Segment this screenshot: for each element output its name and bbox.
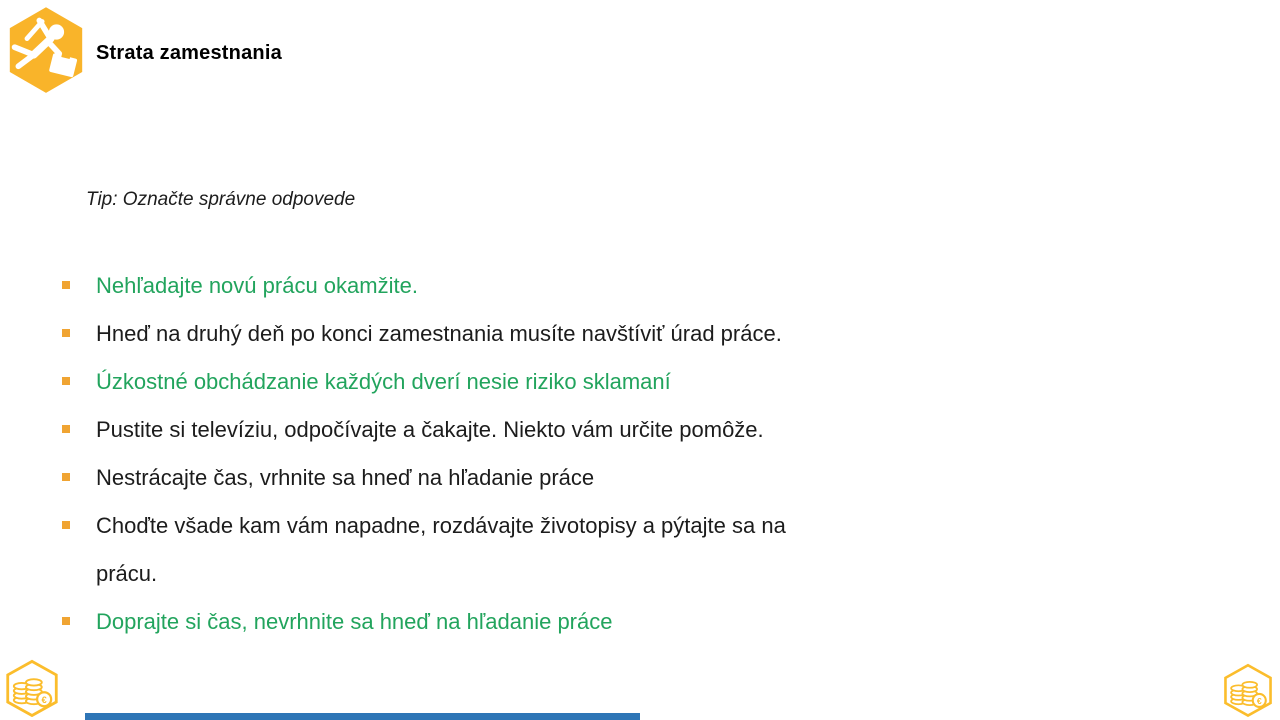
bullet-square-icon	[62, 377, 70, 385]
bullet-square-icon	[62, 473, 70, 481]
answer-text: Hneď na druhý deň po konci zamestnania musíte navštíviť úrad práce.	[96, 321, 782, 346]
answer-list	[62, 262, 882, 646]
list-item	[62, 454, 882, 502]
answer-text: Choďte všade kam vám napadne, rozdávajte životopisy a pýtajte sa na prácu.	[96, 513, 786, 586]
answer-text: Pustite si televíziu, odpočívajte a čakajte. Niekto vám určite pomôže.	[96, 417, 764, 442]
answer-text: Nestrácajte čas, vrhnite sa hneď na hľadanie práce	[96, 465, 595, 490]
bullet-square-icon	[62, 281, 70, 289]
list-item	[62, 598, 882, 646]
answer-text: Úzkostné obchádzanie každých dverí nesie riziko sklamaní	[96, 369, 671, 394]
list-item	[62, 406, 882, 454]
bullet-square-icon	[62, 425, 70, 433]
tip-text: Tip: Označte správne odpovede	[86, 189, 356, 210]
page-title: Strata zamestnania	[96, 42, 282, 64]
list-item	[62, 358, 882, 406]
bottom-progress-bar	[85, 713, 640, 720]
answer-text: Nehľadajte novú prácu okamžite.	[96, 273, 418, 298]
bullet-square-icon	[62, 329, 70, 337]
bullet-square-icon	[62, 521, 70, 529]
bullet-square-icon	[62, 617, 70, 625]
answer-text: Doprajte si čas, nevrhnite sa hneď na hľadanie práce	[96, 609, 613, 634]
coins-hexagon-icon	[4, 659, 60, 717]
falling-person-hexagon-icon	[6, 5, 86, 97]
list-item	[62, 262, 882, 310]
coins-hexagon-icon	[1222, 663, 1274, 717]
list-item	[62, 310, 882, 358]
list-item	[62, 502, 882, 598]
